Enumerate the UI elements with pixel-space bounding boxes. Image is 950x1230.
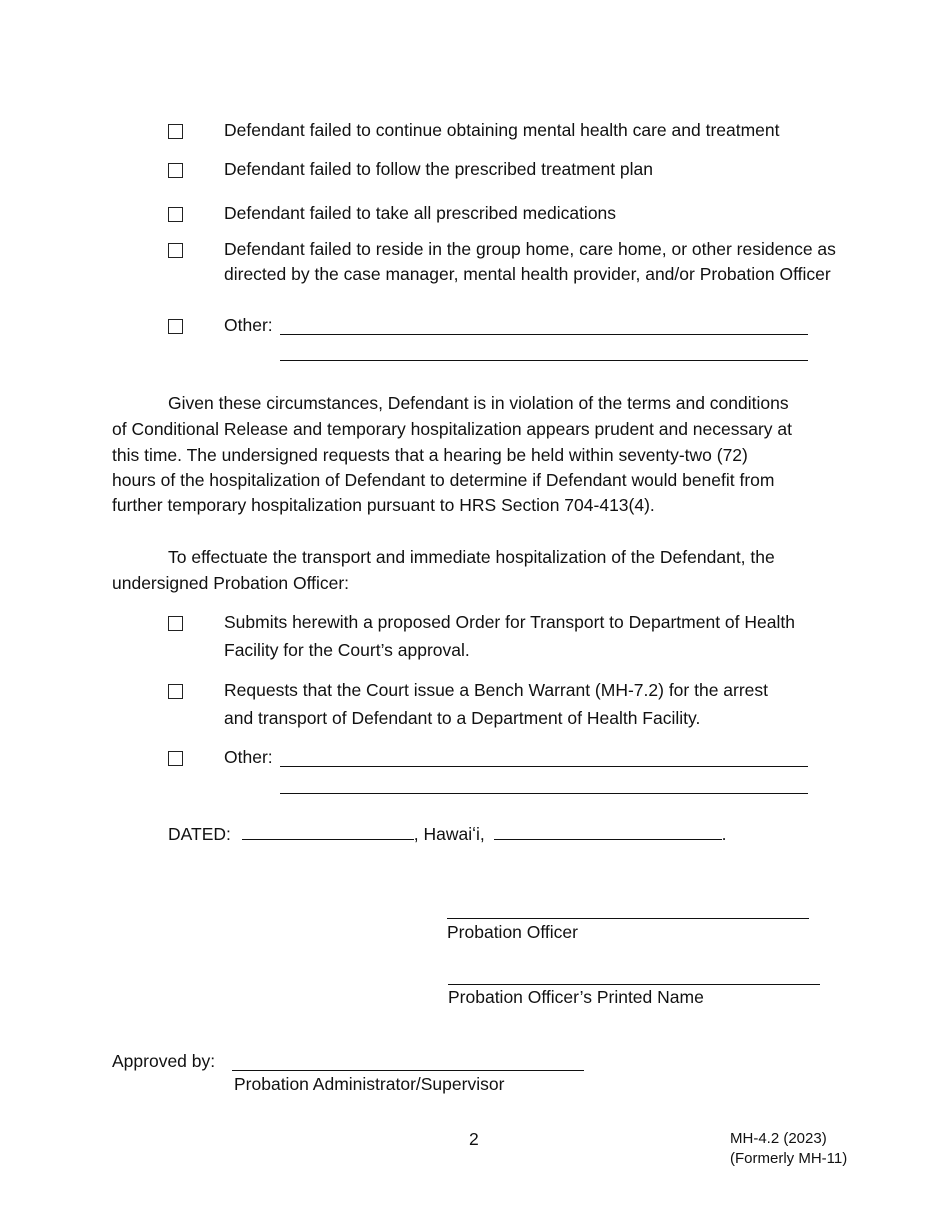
- supervisor-label: Probation Administrator/Supervisor: [234, 1074, 505, 1094]
- para1-line-3: this time. The undersigned requests that a hearing be held within seventy-two (72): [112, 445, 748, 465]
- dated-end: .: [721, 824, 727, 844]
- item-continue-care: Defendant failed to continue obtaining mental health care and treatment: [224, 120, 780, 140]
- checkbox-treatment-plan[interactable]: [168, 163, 183, 178]
- para1-line-1: Given these circumstances, Defendant is in violation of the terms and conditions: [168, 393, 789, 413]
- checkbox-order-transport[interactable]: [168, 616, 183, 631]
- dated-label: DATED:: [168, 824, 231, 844]
- checkbox-other-bottom[interactable]: [168, 751, 183, 766]
- other-label-bottom: Other:: [224, 747, 273, 767]
- para1-line-5: further temporary hospitalization pursuant to HRS Section 704-413(4).: [112, 495, 655, 515]
- other-line-bottom-2[interactable]: [280, 793, 808, 794]
- checkbox-continue-care[interactable]: [168, 124, 183, 139]
- printed-name-label: Probation Officer’s Printed Name: [448, 987, 704, 1007]
- item-order-transport-line-1: Submits herewith a proposed Order for Transport to Department of Health: [224, 612, 795, 632]
- para1-line-4: hours of the hospitalization of Defendant to determine if Defendant would benefit from: [112, 470, 775, 490]
- item-bench-warrant-line-2: and transport of Defendant to a Department of Health Facility.: [224, 708, 701, 728]
- form-formerly: (Formerly MH-11): [730, 1150, 848, 1167]
- item-medications: Defendant failed to take all prescribed medications: [224, 203, 617, 223]
- other-line-top-1[interactable]: [280, 334, 808, 335]
- item-order-transport-line-2: Facility for the Court’s approval.: [224, 640, 470, 660]
- checkbox-bench-warrant[interactable]: [168, 684, 183, 699]
- other-label-top: Other:: [224, 315, 273, 335]
- checkbox-other-top[interactable]: [168, 319, 183, 334]
- dated-location: , Hawaiʻi,: [413, 824, 485, 844]
- officer-signature-line[interactable]: [447, 918, 809, 919]
- other-line-bottom-1[interactable]: [280, 766, 808, 767]
- officer-signature-label: Probation Officer: [447, 922, 578, 942]
- item-bench-warrant-line-1: Requests that the Court issue a Bench Warrant (MH-7.2) for the arrest: [224, 680, 769, 700]
- para2-line-2: undersigned Probation Officer:: [112, 573, 350, 593]
- item-residence-line-2: directed by the case manager, mental health provider, and/or Probation Officer: [224, 264, 831, 284]
- page-number: 2: [469, 1129, 479, 1149]
- supervisor-signature-line[interactable]: [232, 1070, 584, 1071]
- dated-row: [168, 822, 727, 847]
- checkbox-residence[interactable]: [168, 243, 183, 258]
- other-line-top-2[interactable]: [280, 360, 808, 361]
- date-blank[interactable]: [242, 823, 414, 840]
- approved-by-label: Approved by:: [112, 1051, 216, 1071]
- checkbox-medications[interactable]: [168, 207, 183, 222]
- para1-line-2: of Conditional Release and temporary hospitalization appears prudent and necessary at: [112, 419, 793, 439]
- form-id: MH-4.2 (2023): [730, 1130, 827, 1147]
- item-treatment-plan: Defendant failed to follow the prescribed treatment plan: [224, 159, 654, 179]
- item-residence-line-1: Defendant failed to reside in the group home, care home, or other residence as: [224, 239, 836, 259]
- place-blank[interactable]: [494, 823, 722, 840]
- para2-line-1: To effectuate the transport and immediate hospitalization of the Defendant, the: [168, 547, 775, 567]
